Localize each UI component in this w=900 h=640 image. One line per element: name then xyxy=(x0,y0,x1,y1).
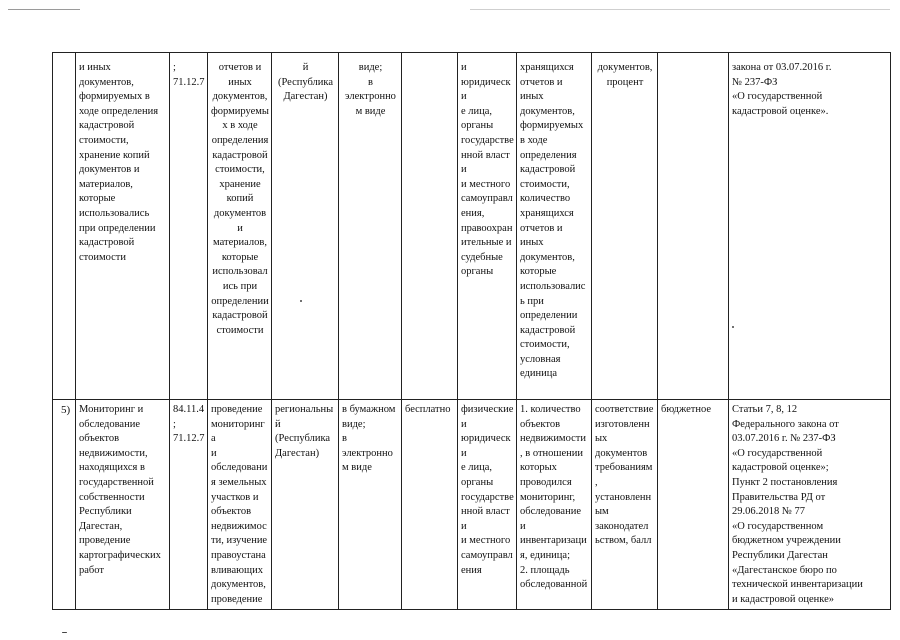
service-form: виде; в электронно м виде xyxy=(339,53,402,400)
service-form: в бумажном виде; в электронно м виде xyxy=(339,400,402,610)
service-name: Мониторинг и обследование объектов недвижимости, находящихся в государственной собственности Республики Дагестан, проведение картографических работ xyxy=(76,400,170,610)
service-level: региональны й (Республика Дагестан) xyxy=(272,400,339,610)
payment-type: бесплатно xyxy=(402,400,458,610)
service-content: отчетов и иных документов, формируемы х в ходе определения кадастровой стоимости, хранение копий документов и материалов, которые использовал ись при определении кадастровой стоимости xyxy=(208,53,272,400)
institution-type: бюджетное xyxy=(658,400,729,610)
consumers: физические и юридически е лица, органы государстве нной власти и местного самоуправл ения xyxy=(458,400,517,610)
service-content: проведение мониторинга и обследовани я земельных участков и объектов недвижимос ти, изучение правоустана вливающих документов, проведение xyxy=(208,400,272,610)
row-number: 5) xyxy=(53,400,76,610)
quality-indicators: документов, процент xyxy=(592,53,658,400)
institution-type xyxy=(658,53,729,400)
scan-artifact-line-right xyxy=(470,9,890,10)
table-row xyxy=(53,400,891,610)
payment-type xyxy=(402,53,458,400)
services-table xyxy=(52,52,891,610)
volume-indicators: хранящихся отчетов и иных документов, формируемых в ходе определения кадастровой стоимости, количество хранящихся отчетов и иных документов, которые использовалис ь при определении кадастровой стоимости, условная единица xyxy=(517,53,592,400)
quality-indicators: соответствие изготовленн ых документов требованиям , установленн ым законодател ьством, балл xyxy=(592,400,658,610)
legal-basis: закона от 03.07.2016 г. № 237-ФЗ «О государственной кадастровой оценке». xyxy=(729,53,891,400)
consumers: и юридически е лица, органы государстве нной власти и местного самоуправл ения, правоохран ительные и судебные органы xyxy=(458,53,517,400)
volume-indicators: 1. количество объектов недвижимости , в отношении которых проводился мониторинг, обследование и инвентаризаци я, единица; 2. площадь обследованной xyxy=(517,400,592,610)
row-number xyxy=(53,53,76,400)
scan-speck xyxy=(62,632,67,633)
scan-artifact-line-left xyxy=(8,9,80,10)
service-name: и иных документов, формируемых в ходе определения кадастровой стоимости, хранение копий документов и материалов, которые использовались при определении кадастровой стоимости xyxy=(76,53,170,400)
okved-code: ; 71.12.7 xyxy=(170,53,208,400)
legal-basis: Статьи 7, 8, 12 Федерального закона от 03.07.2016 г. № 237-ФЗ «О государственной кадастровой оценке»; Пункт 2 постановления Правительства РД от 29.06.2018 № 77 «О государственном бюджетном учреждении Республики Дагестан «Дагестанское бюро по технической инвентаризации и кадастровой оценке» xyxy=(729,400,891,610)
okved-code: 84.11.4 ; 71.12.7 xyxy=(170,400,208,610)
service-level: й (Республика Дагестан) xyxy=(272,53,339,400)
table-row xyxy=(53,53,891,400)
